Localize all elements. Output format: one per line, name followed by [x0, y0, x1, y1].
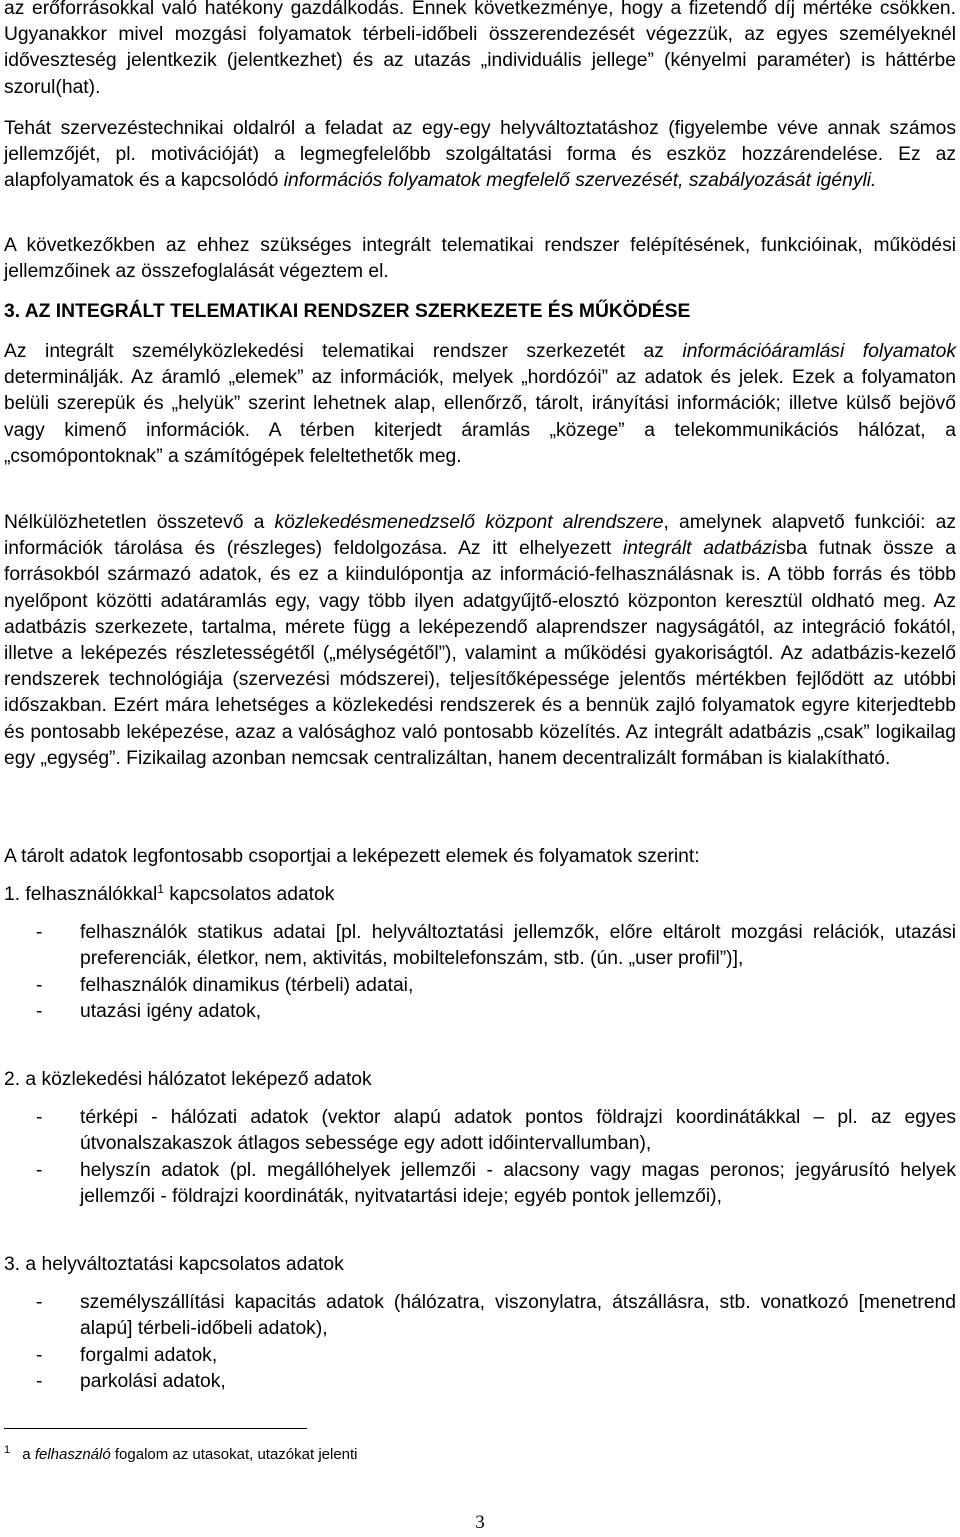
page-number: 3 — [475, 1512, 485, 1533]
paragraph-task: Tehát szervezéstechnikai oldalról a feladat az egy-egy helyváltoztatáshoz (figyelembe véve annak számos jellemzőjét, pl. motivációját) a legmegfelelőbb szolgáltatási forma és eszköz hozzárendelése. Ez az alapfolyamatok és a kapcsolódó információs folyamatok megfelelő szervezését, szabályozását igényli. — [4, 118, 956, 192]
group-1-list — [4, 920, 956, 1025]
list-item: - térképi - hálózati adatok (vektor alapú adatok pontos földrajzi koordinátákkal – pl. az egyes útvonalszakaszok átlagos sebessége egy adott időintervallumban), — [4, 1105, 956, 1157]
paragraph-groups-intro: A tárolt adatok legfontosabb csoportjai a leképezett elemek és folyamatok szerint: — [4, 846, 700, 867]
paragraph-intro: az erőforrásokkal való hatékony gazdálkodás. Ennek következménye, hogy a fizetendő díj mértéke csökken. Ugyanakkor mivel mozgási folyamatok térbeli-időbeli összerendezését végezzük, az egyes személyeknél időveszteség jelentkezik (jelentkezhet) és az utazás „individuális jellege” (kényelmi paraméter) is háttérbe szorul(hat). — [4, 0, 956, 98]
list-item: - forgalmi adatok, — [4, 1343, 956, 1369]
list-item: - parkolási adatok, — [4, 1369, 956, 1395]
section-heading: 3. AZ INTEGRÁLT TELEMATIKAI RENDSZER SZERKEZETE ÉS MŰKÖDÉSE — [4, 301, 691, 322]
group-1-title: 1. felhasználókkal$^1$ kapcsolatos adatok — [4, 882, 335, 905]
group-1 — [4, 882, 956, 1025]
paragraph-database: Nélkülözhetetlen összetevő a közlekedésmenedzselő központ alrendszere, amelynek alapvető funkciói: az információk tárolása és (részleges) feldolgozása. Az itt elhelyezett integrált adatbázisba futnak össze a forrásokból származó adatok, és ez a kiindulópontja az információ-felhasználásnak is. A több forrás és több nyelőpont közötti adatáramlás egy, vagy több ilyen adatgyűjtő-elosztó központon keresztül oldható meg. Az adatbázis szerkezete, tartalma, mérete függ a leképezendő alaprendszer nagyságától, az integráció fokától, illetve a leképezés részletességétől („mélységétől”), valamint a működési gyakoriságtól. Az adatbázis-kezelő rendszerek technológiája (szervezési módszerei), teljesítőképessége jelentős mértékben fejlődött az utóbbi időszakban. Ezért mára lehetséges a közlekedési rendszerek és a bennük zajló folyamatok egyre kiterjedtebb és pontosabb leképezése, azaz a valósághoz való pontosabb közelítés. Az integrált adatbázis „csak” logikailag egy „egység”. Fizikailag azonban nemcsak centralizáltan, hanem decentralizált formában is kialakítható. — [4, 512, 956, 769]
list-item: - személyszállítási kapacitás adatok (hálózatra, viszonylatra, átszállásra, stb. vonatkozó [menetrend alapú] térbeli-időbeli adatok), — [4, 1290, 956, 1342]
list-item: - utazási igény adatok, — [4, 999, 956, 1025]
paragraph-structure: Az integrált személyközlekedési telematikai rendszer szerkezetét az információáramlási folyamatok determinálják. Az áramló „elemek” az információk, melyek „hordózói” az adatok és jelek. Ezek a folyamaton belüli szerepük és „helyük” szerint lehetnek alap, ellenőrző, tárolt, irányítási információk; illetve külső bejövő vagy kimenő információk. A térben kiterjedt áramlás „közege” a telekommunikációs hálózat, a „csomópontoknak” a számítógépek feleltethetők meg. — [4, 341, 956, 467]
emphasis-info-flows: információs folyamatok megfelelő szervezését, szabályozását igényli. — [283, 170, 877, 192]
list-item: - helyszín adatok (pl. megállóhelyek jellemzői - alacsony vagy magas peronos; jegyárusító helyek jellemzői - földrajzi koordináták, nyitvatartási ideje; egyéb pontok jellemzői), — [4, 1158, 956, 1210]
list-item: - felhasználók statikus adatai [pl. helyváltoztatási jellemzők, előre eltárolt mozgási relációk, utazási preferenciák, életkor, nem, aktivitás, mobiltelefonszám, stb. (ún. „user profil”)], — [4, 920, 956, 972]
list-item: - felhasználók dinamikus (térbeli) adatai, — [4, 973, 956, 999]
group-2-title: 2. a közlekedési hálózatot leképező adatok — [4, 1069, 372, 1090]
paragraph-summary: A következőkben az ehhez szükséges integrált telematikai rendszer felépítésének, funkcióinak, működési jellemzőinek az összefoglalását végeztem el. — [4, 235, 956, 283]
group-2 — [4, 1067, 956, 1210]
footnote: $^1$ a felhasználó fogalom az utasokat, utazókat jelenti — [4, 1444, 358, 1463]
group-3-list — [4, 1290, 956, 1395]
footnote-ref: 1 — [157, 882, 164, 896]
group-2-list — [4, 1105, 956, 1210]
footnote-divider — [4, 1428, 307, 1429]
group-3-title: 3. a helyváltoztatási kapcsolatos adatok — [4, 1254, 344, 1275]
group-3 — [4, 1252, 956, 1395]
